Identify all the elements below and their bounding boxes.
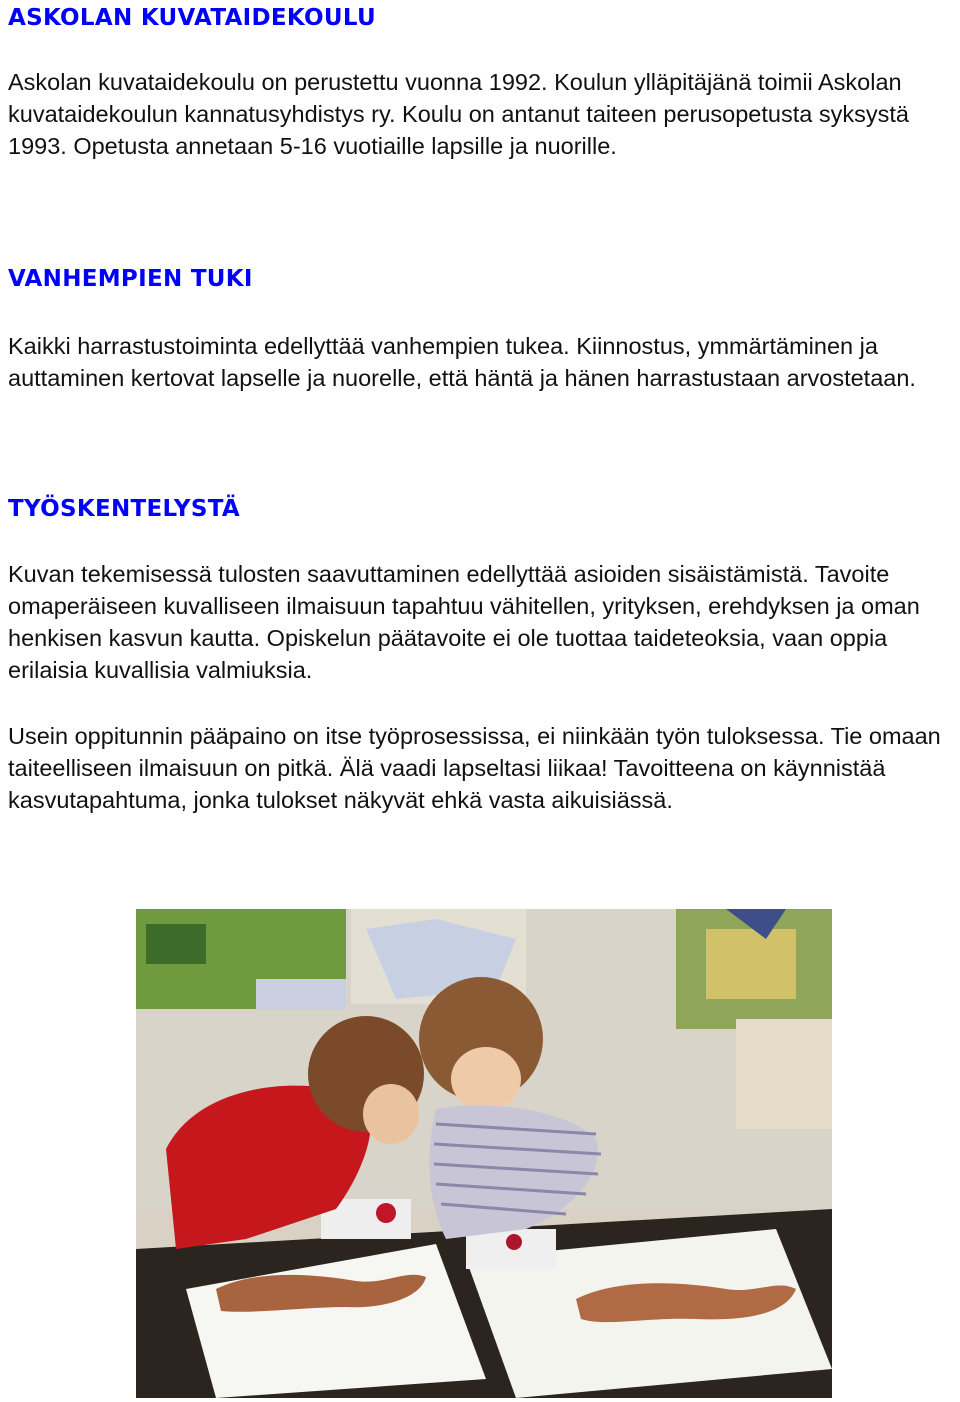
photo-illustration: [136, 909, 832, 1398]
working-paragraph-2: Usein oppitunnin pääpaino on itse työprosessissa, ei niinkään työn tuloksessa. Tie omaan taiteelliseen ilmaisuun on pitkä. Älä vaadi lapseltasi liikaa! Tavoitteena on käynnistää kasvutapahtuma, jonka tulokset näkyvät ehkä vasta aikuisiässä.: [8, 723, 941, 813]
children-clay-photo: [136, 909, 832, 1398]
parents-support-heading: VANHEMPIEN TUKI: [8, 266, 253, 292]
working-heading: TYÖSKENTELYSTÄ: [8, 496, 241, 522]
intro-paragraph: Askolan kuvataidekoulu on perustettu vuonna 1992. Koulun ylläpitäjänä toimii Askolan kuvataidekoulun kannatusyhdistys ry. Koulu on antanut taiteen perusopetusta syksystä 1993. Opetusta annetaan 5-16 vuotiaille lapsille ja nuorille.: [8, 69, 909, 159]
parents-support-paragraph: Kaikki harrastustoiminta edellyttää vanhempien tukea. Kiinnostus, ymmärtäminen ja auttaminen kertovat lapselle ja nuorelle, että häntä ja hänen harrastustaan arvostetaan.: [8, 333, 916, 391]
working-paragraph-1: Kuvan tekemisessä tulosten saavuttaminen edellyttää asioiden sisäistämistä. Tavoite omaperäiseen kuvalliseen ilmaisuun tapahtuu vähitellen, yrityksen, erehdyksen ja oman henkisen kasvun kautta. Opiskelun päätavoite ei ole tuottaa taideteoksia, vaan oppia erilaisia kuvallisia valmiuksia.: [8, 561, 920, 683]
school-title: ASKOLAN KUVATAIDEKOULU: [8, 5, 376, 31]
